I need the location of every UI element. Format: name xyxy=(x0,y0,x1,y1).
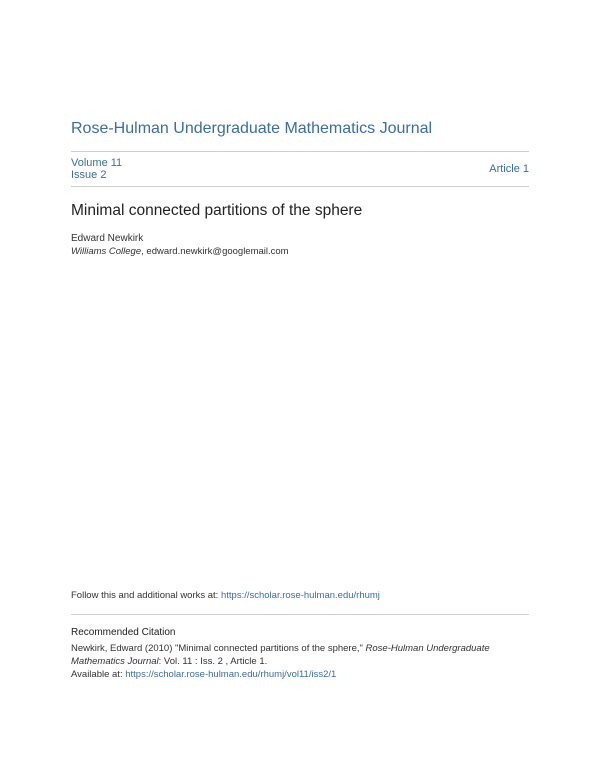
article-number-link[interactable]: Article 1 xyxy=(489,163,529,175)
affiliation-separator: , xyxy=(141,246,147,257)
issue-link[interactable]: Issue 2 xyxy=(71,169,107,181)
author-email: edward.newkirk@googlemail.com xyxy=(146,246,289,257)
journal-title-link[interactable]: Rose-Hulman Undergraduate Mathematics Journal xyxy=(71,120,433,137)
paper-title: Minimal connected partitions of the sphere xyxy=(71,202,363,219)
top-divider xyxy=(71,151,529,152)
available-label: Available at: xyxy=(71,669,126,680)
citation-divider xyxy=(71,614,529,615)
author-name: Edward Newkirk xyxy=(71,233,144,244)
volume-issue-block xyxy=(71,157,122,181)
institution-name: Williams College xyxy=(71,246,142,257)
available-url-link[interactable]: https://scholar.rose-hulman.edu/rhumj/vol11/iss2/1 xyxy=(125,669,337,680)
citation-journal: Rose-Hulman Undergraduate Mathematics Journal xyxy=(71,643,490,667)
follow-line xyxy=(71,590,380,601)
citation-prefix: Newkirk, Edward (2010) "Minimal connected partitions of the sphere," xyxy=(71,643,366,654)
citation-suffix: : Vol. 11 : Iss. 2 , Article 1. xyxy=(158,656,268,667)
author-affiliation xyxy=(71,246,289,257)
citation-body xyxy=(71,642,529,681)
volume-link[interactable]: Volume 11 xyxy=(71,157,123,169)
follow-url-link[interactable]: https://scholar.rose-hulman.edu/rhumj xyxy=(220,590,380,601)
title-divider xyxy=(71,186,529,187)
cover-page xyxy=(71,0,529,776)
citation-heading: Recommended Citation xyxy=(71,627,176,638)
follow-text: Follow this and additional works at: xyxy=(71,590,221,601)
